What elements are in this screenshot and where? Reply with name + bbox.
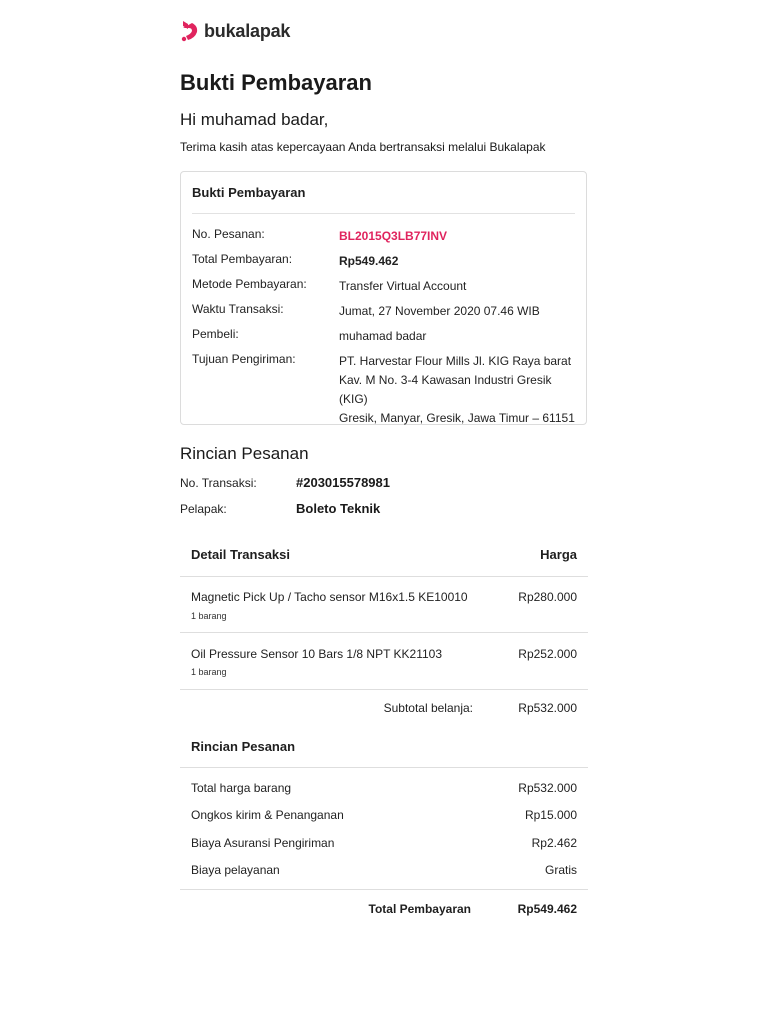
brand-logo[interactable] — [180, 20, 290, 42]
seller-label: Pelapak: — [180, 502, 227, 516]
payment-method-value: Transfer Virtual Account — [339, 279, 467, 293]
table-divider — [180, 576, 588, 577]
order-number-link[interactable]: BL2015Q3LB77INV — [339, 229, 448, 243]
summary-row-label: Total harga barang — [191, 781, 292, 795]
payment-method-label: Metode Pembayaran: — [192, 277, 307, 291]
column-header-detail: Detail Transaksi — [191, 547, 290, 562]
address-line: PT. Harvestar Flour Mills Jl. KIG Raya barat — [339, 354, 572, 368]
subtotal-label: Subtotal belanja: — [383, 701, 473, 715]
item-quantity: 1 barang — [191, 611, 227, 621]
greeting: Hi muhamad badar, — [180, 110, 329, 129]
subtotal-value: Rp532.000 — [518, 701, 577, 715]
order-number-label: No. Pesanan: — [192, 227, 265, 241]
intro-text: Terima kasih atas kepercayaan Anda bertransaksi melalui Bukalapak — [180, 140, 546, 154]
buyer-value: muhamad badar — [339, 329, 427, 343]
column-header-price: Harga — [540, 547, 577, 562]
grand-total-label: Total Pembayaran — [368, 902, 471, 916]
order-detail-title: Rincian Pesanan — [180, 444, 309, 463]
item-price: Rp252.000 — [518, 647, 577, 661]
summary-row-value: Rp15.000 — [524, 808, 577, 822]
transaction-time-label: Waktu Transaksi: — [192, 302, 284, 316]
total-payment-label: Total Pembayaran: — [192, 252, 293, 266]
transaction-number-label: No. Transaksi: — [180, 476, 257, 490]
shipping-address-value — [339, 352, 575, 428]
shipping-address-label: Tujuan Pengiriman: — [192, 352, 296, 366]
summary-divider — [180, 889, 588, 890]
item-price: Rp280.000 — [518, 590, 577, 604]
item-quantity: 1 barang — [191, 667, 227, 677]
address-line: Kav. M No. 3-4 Kawasan Industri Gresik (KIG) — [339, 373, 552, 406]
seller-name[interactable]: Boleto Teknik — [296, 501, 381, 516]
buyer-label: Pembeli: — [192, 327, 239, 341]
table-divider — [180, 689, 588, 690]
page-title: Bukti Pembayaran — [180, 70, 372, 95]
summary-title: Rincian Pesanan — [191, 739, 296, 754]
transaction-number-value: #203015578981 — [296, 475, 390, 490]
summary-row-label: Biaya Asuransi Pengiriman — [191, 836, 335, 850]
card-title: Bukti Pembayaran — [192, 185, 306, 200]
transaction-time-value: Jumat, 27 November 2020 07.46 WIB — [339, 304, 540, 318]
card-divider — [192, 213, 575, 214]
address-line: Gresik, Manyar, Gresik, Jawa Timur – 61151 — [339, 411, 575, 425]
summary-row-value: Rp2.462 — [531, 836, 577, 850]
summary-row-label: Ongkos kirim & Penanganan — [191, 808, 344, 822]
item-name: Oil Pressure Sensor 10 Bars 1/8 NPT KK21103 — [191, 647, 443, 661]
brand-name: bukalapak — [204, 20, 291, 41]
summary-row-value: Gratis — [544, 863, 577, 877]
payment-proof-card — [180, 171, 587, 425]
bukalapak-logo-icon — [180, 20, 200, 42]
grand-total-value: Rp549.462 — [517, 902, 577, 916]
summary-divider — [180, 767, 588, 768]
summary-row-label: Biaya pelayanan — [191, 863, 280, 877]
summary-row-value: Rp532.000 — [518, 781, 577, 795]
total-payment-value: Rp549.462 — [339, 254, 399, 268]
table-divider — [180, 632, 588, 633]
item-name: Magnetic Pick Up / Tacho sensor M16x1.5 KE10010 — [191, 590, 468, 604]
